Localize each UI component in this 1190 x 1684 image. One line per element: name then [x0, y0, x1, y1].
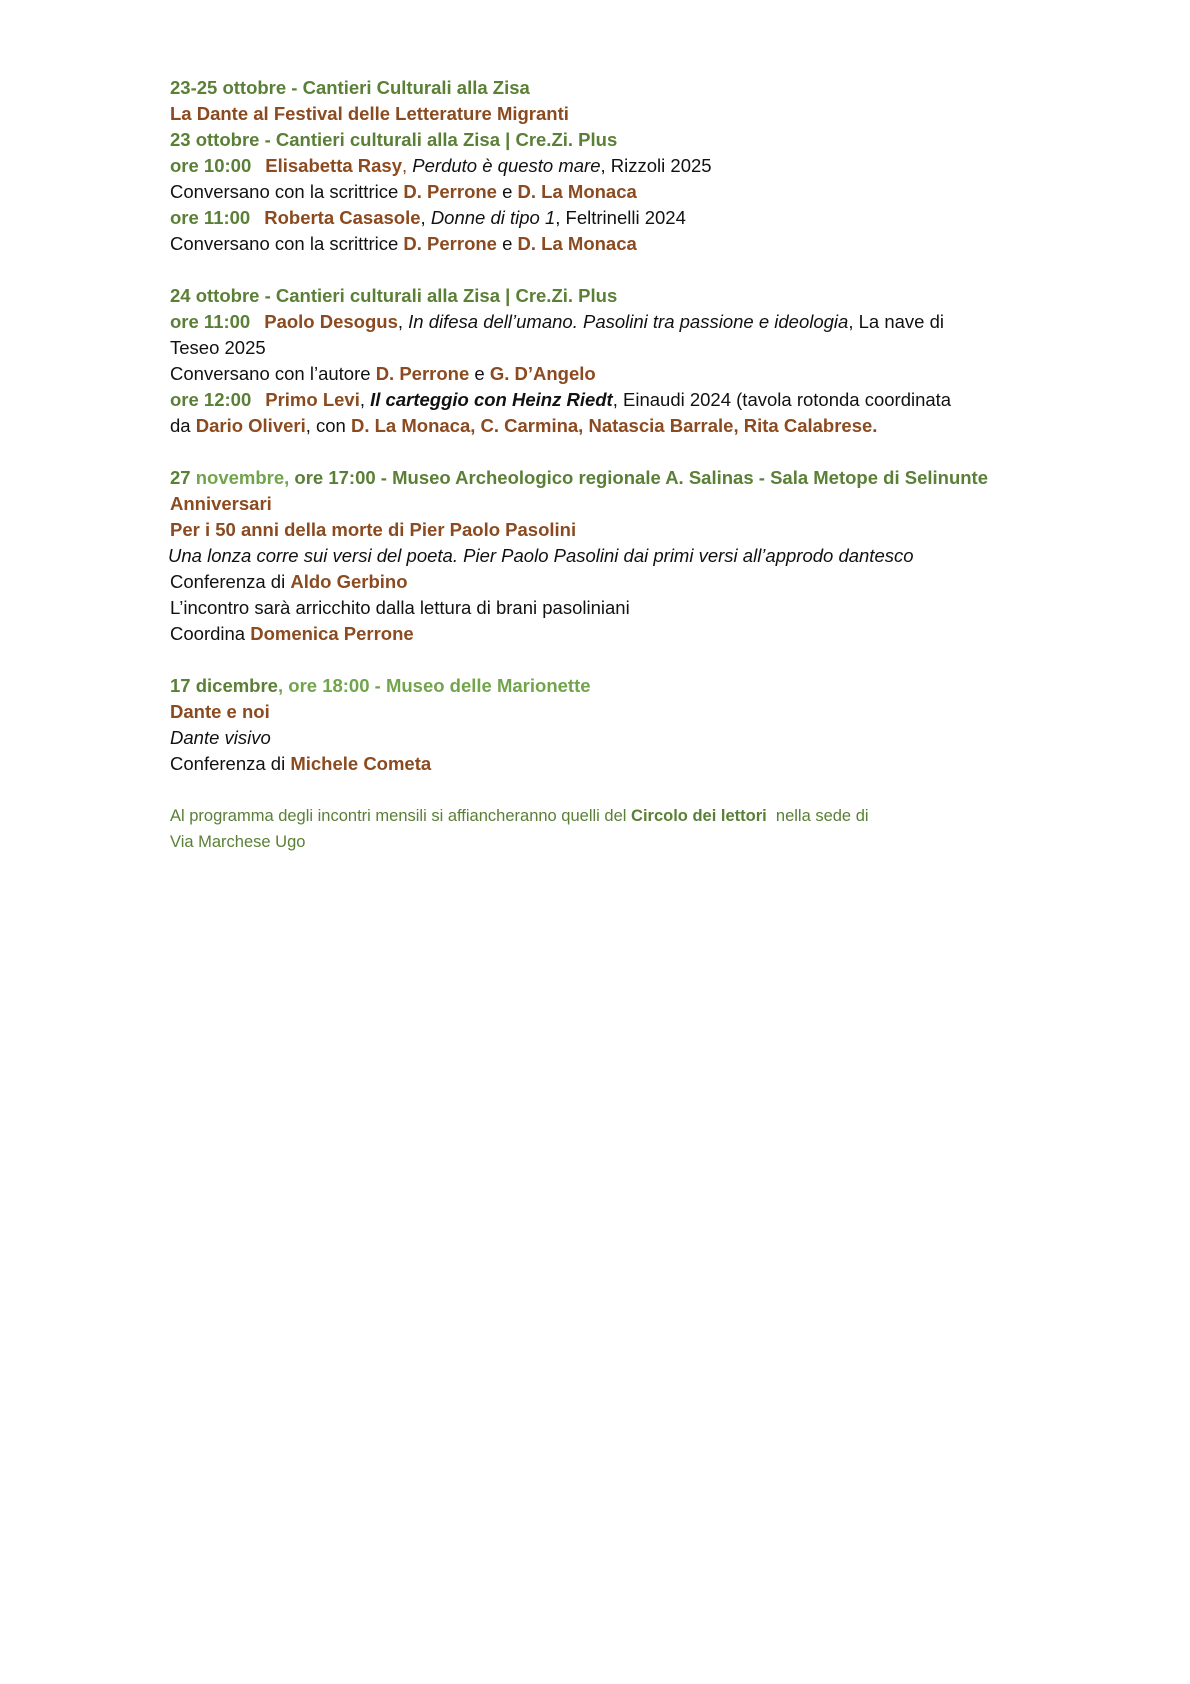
- moderator-name: D. Perrone: [403, 181, 497, 202]
- date-venue: , ore 18:00 - Museo delle Marionette: [277, 675, 591, 696]
- event-category: Anniversari: [170, 493, 272, 514]
- event-note: L’incontro sarà arricchito dalla lettura di brani pasoliniani: [170, 597, 630, 618]
- moderator-name: D. Perrone: [403, 233, 497, 254]
- author-name: Paolo Desogus: [264, 311, 398, 332]
- publisher-continued: Teseo 2025: [170, 337, 266, 358]
- event-entry: [170, 309, 1050, 335]
- publisher: , Feltrinelli 2024: [555, 207, 686, 228]
- event-subtitle: Dante visivo: [170, 727, 271, 748]
- coord-prefix: da: [170, 415, 191, 436]
- event-title: La Dante al Festival delle Letterature Migranti: [170, 103, 569, 124]
- book-title: Il carteggio con Heinz Riedt: [370, 389, 613, 410]
- event-time: ore 11:00: [170, 207, 251, 228]
- conversation-line: [170, 179, 1050, 205]
- event-subtitle: Una lonza corre sui versi del poeta. Pier Paolo Pasolini dai primi versi all’approdo dantesco: [168, 545, 914, 566]
- conversation-text: Conversano con la scrittrice: [170, 181, 399, 202]
- event-title: Dante e noi: [170, 701, 270, 722]
- separator: ,: [359, 389, 365, 410]
- date-day: 17 dicembre: [170, 675, 278, 696]
- conjunction: e: [502, 181, 513, 202]
- separator: ,: [420, 207, 426, 228]
- with-text: , con: [305, 415, 346, 436]
- moderator-name: G. D’Angelo: [489, 363, 596, 384]
- conjunction: e: [474, 363, 485, 384]
- publisher: , Einaudi 2024 (tavola rotonda coordinata: [612, 389, 952, 410]
- event-entry: [170, 387, 1050, 413]
- event-title: Per i 50 anni della morte di Pier Paolo Pasolini: [170, 519, 577, 540]
- moderator-name: D. La Monaca: [517, 181, 637, 202]
- date-day: 27: [170, 467, 196, 488]
- coordination-text: Coordina: [170, 623, 246, 644]
- conversation-text: Conversano con l’autore: [170, 363, 371, 384]
- event-date-header: [170, 465, 1050, 491]
- author-name: Roberta Casasole: [264, 207, 421, 228]
- event-time: ore 12:00: [170, 389, 252, 410]
- footer-text: Al programma degli incontri mensili si affiancheranno quelli del: [170, 807, 632, 825]
- conversation-line: [170, 231, 1050, 257]
- coordinator-name: Dario Oliveri: [195, 415, 306, 436]
- event-day-header: 23 ottobre - Cantieri culturali alla Zisa | Cre.Zi. Plus: [170, 129, 618, 150]
- event-date-header: [170, 673, 1050, 699]
- coordination-line: [170, 621, 1050, 647]
- date-month: novembre,: [195, 467, 290, 488]
- book-title: In difesa dell’umano. Pasolini tra passione e ideologia: [408, 311, 849, 332]
- conversation-text: Conversano con la scrittrice: [170, 233, 399, 254]
- book-title: Perduto è questo mare: [412, 155, 601, 176]
- event-time: ore 11:00: [170, 311, 251, 332]
- event-day-header: 24 ottobre - Cantieri culturali alla Zisa | Cre.Zi. Plus: [170, 285, 618, 306]
- moderator-name: D. La Monaca: [517, 233, 637, 254]
- speaker-name: Aldo Gerbino: [290, 571, 408, 592]
- event-entry: [170, 153, 1050, 179]
- roundtable-line: [170, 413, 1050, 439]
- book-title: Donne di tipo 1: [430, 207, 556, 228]
- coordinator-name: Domenica Perrone: [250, 623, 414, 644]
- author-name: Elisabetta Rasy: [265, 155, 403, 176]
- publisher: , La nave di: [848, 311, 944, 332]
- event-time: ore 10:00: [170, 155, 252, 176]
- conference-line: [170, 569, 1050, 595]
- publisher: , Rizzoli 2025: [600, 155, 712, 176]
- footer-address: Via Marchese Ugo: [170, 833, 306, 851]
- author-name: Primo Levi: [265, 389, 360, 410]
- speaker-name: Michele Cometa: [290, 753, 432, 774]
- participants-list: D. La Monaca, C. Carmina, Natascia Barrale, Rita Calabrese.: [350, 415, 878, 436]
- footer-note: [170, 803, 1050, 829]
- footer-text-end: nella sede di: [766, 807, 869, 825]
- separator: ,: [402, 155, 408, 176]
- conjunction: e: [502, 233, 513, 254]
- conference-text: Conferenza di: [170, 753, 286, 774]
- conference-text: Conferenza di: [170, 571, 286, 592]
- separator: ,: [397, 311, 404, 332]
- event-date-header: 23-25 ottobre - Cantieri Culturali alla Zisa: [170, 77, 530, 98]
- event-entry: [170, 205, 1050, 231]
- program-content: [170, 75, 1050, 855]
- conversation-line: [170, 361, 1050, 387]
- conference-line: [170, 751, 1050, 777]
- footer-highlight: Circolo dei lettori: [631, 807, 767, 825]
- moderator-name: D. Perrone: [375, 363, 470, 384]
- date-venue: ore 17:00 - Museo Archeologico regionale A. Salinas - Sala Metope di Selinunte: [289, 467, 988, 488]
